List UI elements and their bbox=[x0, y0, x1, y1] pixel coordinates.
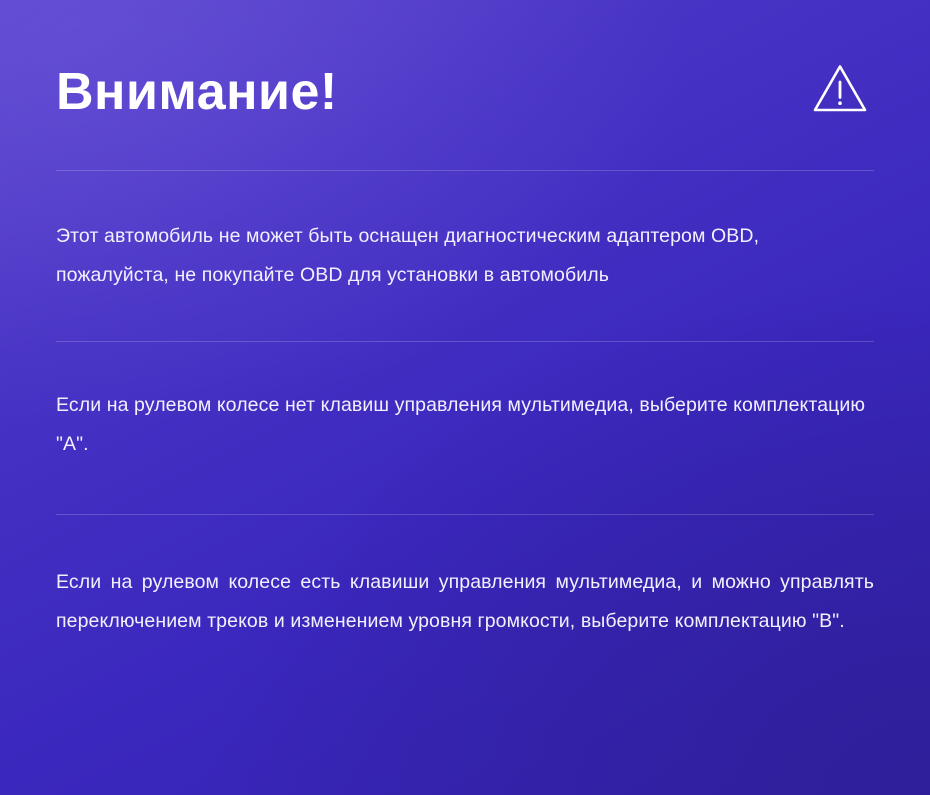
page-header bbox=[56, 0, 874, 170]
page-title: Внимание! bbox=[56, 62, 338, 121]
notice-item bbox=[56, 342, 874, 514]
notice-item bbox=[56, 515, 874, 681]
notice-item bbox=[56, 171, 874, 341]
notice-text: Если на рулевом колесе нет клавиш управления мультимедиа, выберите комплектацию "A". bbox=[56, 394, 866, 455]
notice-text: Этот автомобиль не может быть оснащен диагностическим адаптером OBD, пожалуйста, не покупайте OBD для установки в автомобиль bbox=[56, 225, 760, 286]
notice-text: Если на рулевом колесе есть клавиши управления мультимедиа, и можно управлять переключением треков и изменением уровня громкости, выберите комплектацию "B". bbox=[56, 571, 874, 632]
warning-triangle-icon bbox=[812, 61, 868, 117]
